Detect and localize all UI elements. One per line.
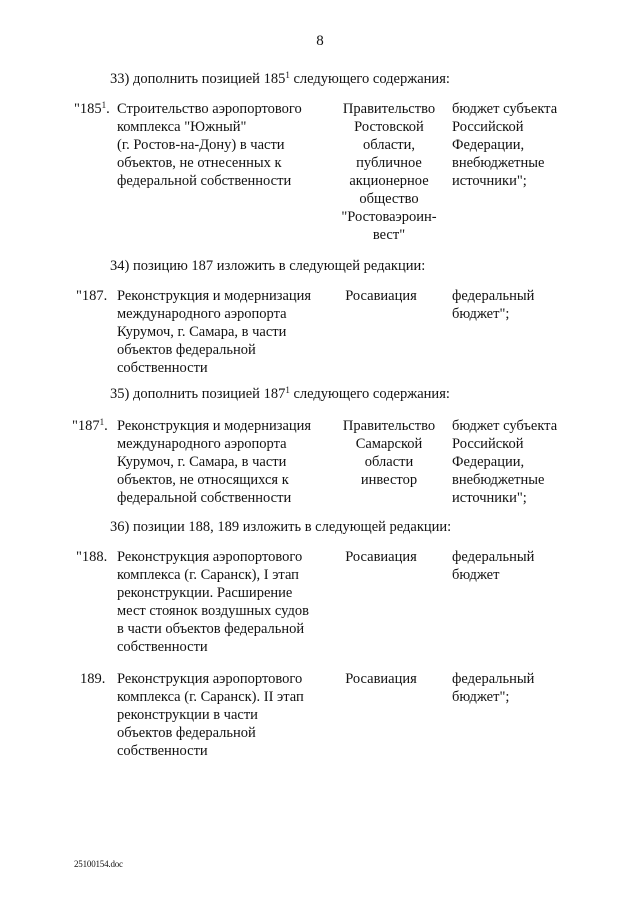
position-description: Реконструкция и модернизация международного аэропорта Курумоч, г. Самара, в части объектов, не относящихся к федеральной собственности: [117, 418, 312, 506]
position-number: 189.: [80, 671, 106, 687]
position-funding: федеральный бюджет: [452, 549, 535, 583]
position-189: [0, 670, 640, 790]
position-number: "187.: [76, 288, 108, 304]
position-number: "$187^1$.: [72, 417, 108, 434]
document-filename: 25100154.doc: [74, 859, 123, 869]
instruction-34: 34) позицию 187 изложить в следующей редакции:: [110, 258, 426, 274]
superscript: 1: [285, 385, 290, 395]
position-executor: Росавиация: [345, 671, 417, 687]
position-funding: бюджет субъекта Российской Федерации, внебюджетные источники";: [452, 101, 558, 189]
instruction-35: 35) дополнить позицией $187^1$ следующего содержания:: [110, 385, 450, 402]
position-description: Реконструкция аэропортового комплекса (г. Саранск), I этап реконструкции. Расширение мест стоянок воздушных судов в части объектов федеральной собственности: [117, 549, 309, 655]
position-funding: бюджет субъекта Российской Федерации, внебюджетные источники";: [452, 418, 558, 506]
superscript: 1: [285, 70, 290, 80]
position-executor: Росавиация: [345, 549, 417, 565]
position-executor: Правительство Самарской области инвестор: [342, 418, 436, 488]
position-funding: федеральный бюджет";: [452, 288, 535, 322]
position-executor: Росавиация: [345, 288, 417, 304]
instruction-33: 33) дополнить позицией $185^1$ следующего содержания:: [110, 70, 450, 87]
position-description: Реконструкция аэропортового комплекса (г. Саранск). II этап реконструкции в части объектов федеральной собственности: [117, 671, 304, 759]
instruction-36: 36) позиции 188, 189 изложить в следующей редакции:: [110, 519, 452, 535]
page-number: 8: [316, 33, 324, 49]
position-description: Реконструкция и модернизация международного аэропорта Курумоч, г. Самара, в части объектов федеральной собственности: [117, 288, 312, 376]
position-number: "$185^1$.: [74, 100, 110, 117]
position-funding: федеральный бюджет";: [452, 671, 535, 705]
position-185-1: [0, 100, 640, 243]
position-executor: Правительство Ростовской области, публичное акционерное общество "Ростоваэроин- вест": [341, 101, 437, 243]
position-description: Строительство аэропортового комплекса "Южный" (г. Ростов-на-Дону) в части объектов, не отнесенных к федеральной собственности: [117, 101, 302, 189]
position-188: [0, 548, 640, 668]
position-number: "188.: [76, 549, 108, 565]
